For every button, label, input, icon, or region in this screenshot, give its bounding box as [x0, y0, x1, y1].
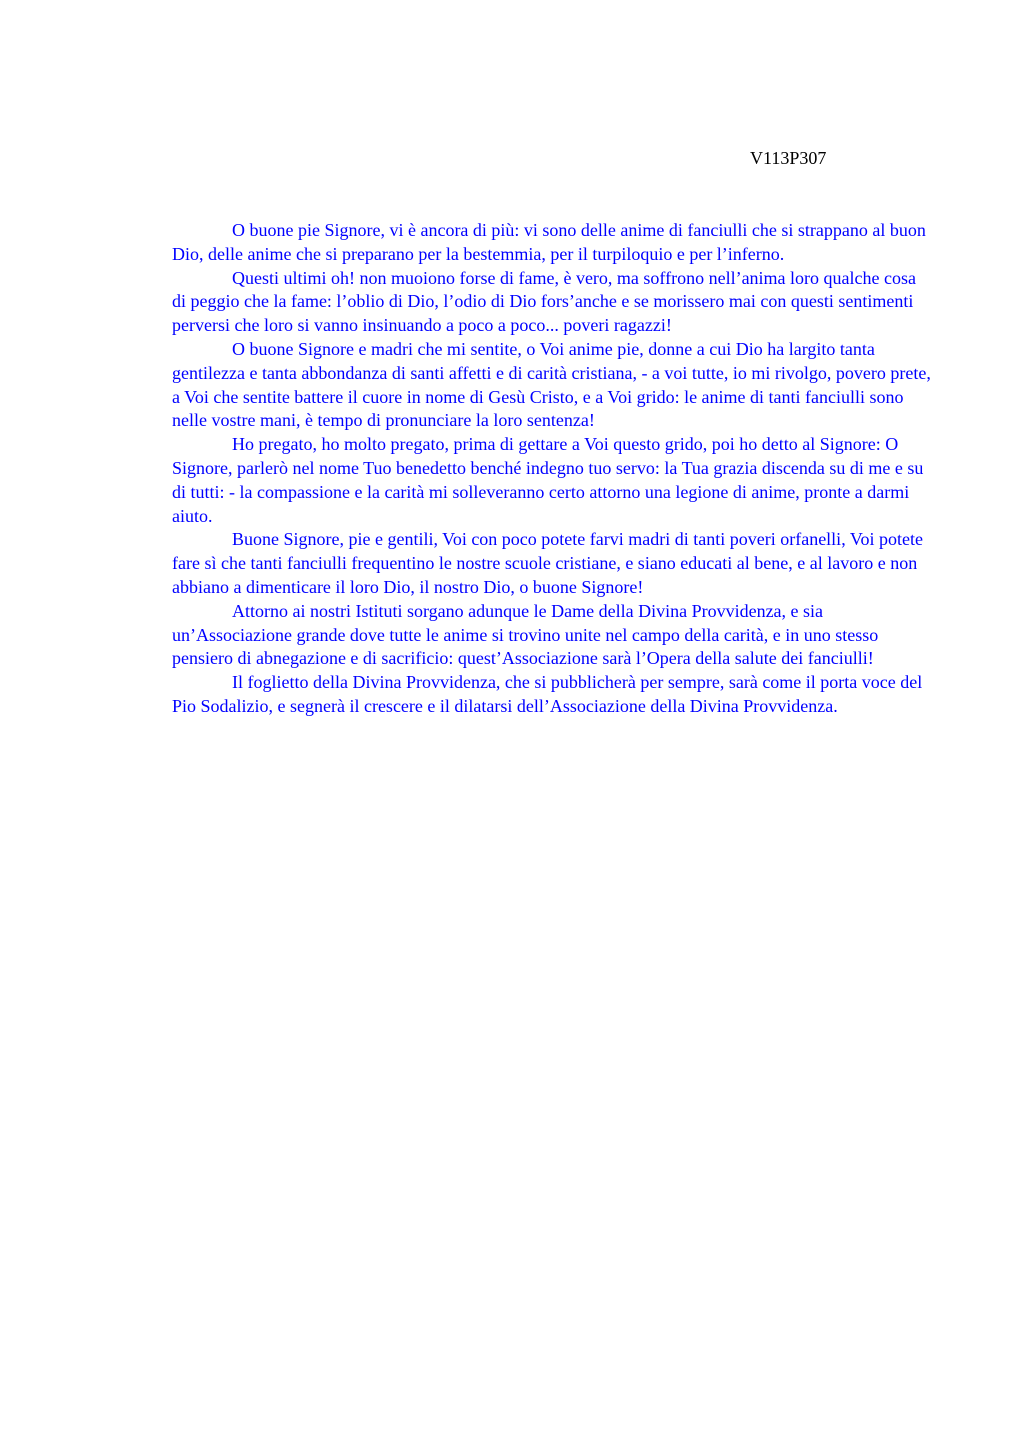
paragraph-1: O buone pie Signore, vi è ancora di più: vi sono delle anime di fanciulli che si strappano al buon Dio, delle anime che si preparano per la bestemmia, per il turpiloquio e per l’inferno. [172, 220, 926, 264]
document-body [172, 219, 932, 719]
paragraph-6: Attorno ai nostri Istituti sorgano adunque le Dame della Divina Provvidenza, e sia un’Associazione grande dove tutte le anime si trovino unite nel campo della carità, e in uno stesso pensiero di abnegazione e di sacrificio: quest’Associazione sarà l’Opera della salute dei fanciulli! [172, 600, 879, 669]
paragraph-3: O buone Signore e madri che mi sentite, o Voi anime pie, donne a cui Dio ha largito tanta gentilezza e tanta abbondanza di santi affetti e di carità cristiana, - a voi tutte, io mi rivolgo, povero prete, a Voi che sentite battere il cuore in nome di Gesù Cristo, e a Voi grido: le anime di tanti fanciulli sono nelle vostre mani, è tempo di pronunciare la loro sentenza! [172, 338, 931, 431]
paragraph-5: Buone Signore, pie e gentili, Voi con poco potete farvi madri di tanti poveri orfanelli, Voi potete fare sì che tanti fanciulli frequentino le nostre scuole cristiane, e siano educati al bene, e al lavoro e non abbiano a dimenticare il loro Dio, il nostro Dio, o buone Signore! [172, 529, 924, 597]
paragraph-7: Il foglietto della Divina Provvidenza, che si pubblicherà per sempre, sarà come il porta voce del Pio Sodalizio, e segnerà il crescere e il dilatarsi dell’Associazione della Divina Provvidenza. [172, 672, 923, 716]
paragraph-4: Ho pregato, ho molto pregato, prima di gettare a Voi questo grido, poi ho detto al Signore: O Signore, parlerò nel nome Tuo benedetto benché indegno tuo servo: la Tua grazia discenda su di me e su di tutti: - la compassione e la carità mi solleveranno certo attorno una legione di anime, pronte a darmi aiuto. [172, 434, 924, 526]
paragraph-2: Questi ultimi oh! non muoiono forse di fame, è vero, ma soffrono nell’anima loro qualche cosa di peggio che la fame: l’oblio di Dio, l’odio di Dio fors’anche e se morissero mai con questi sentimenti perversi che loro si vanno insinuando a poco a poco... poveri ragazzi! [172, 267, 916, 336]
page-reference-code: V113P307 [750, 148, 827, 168]
